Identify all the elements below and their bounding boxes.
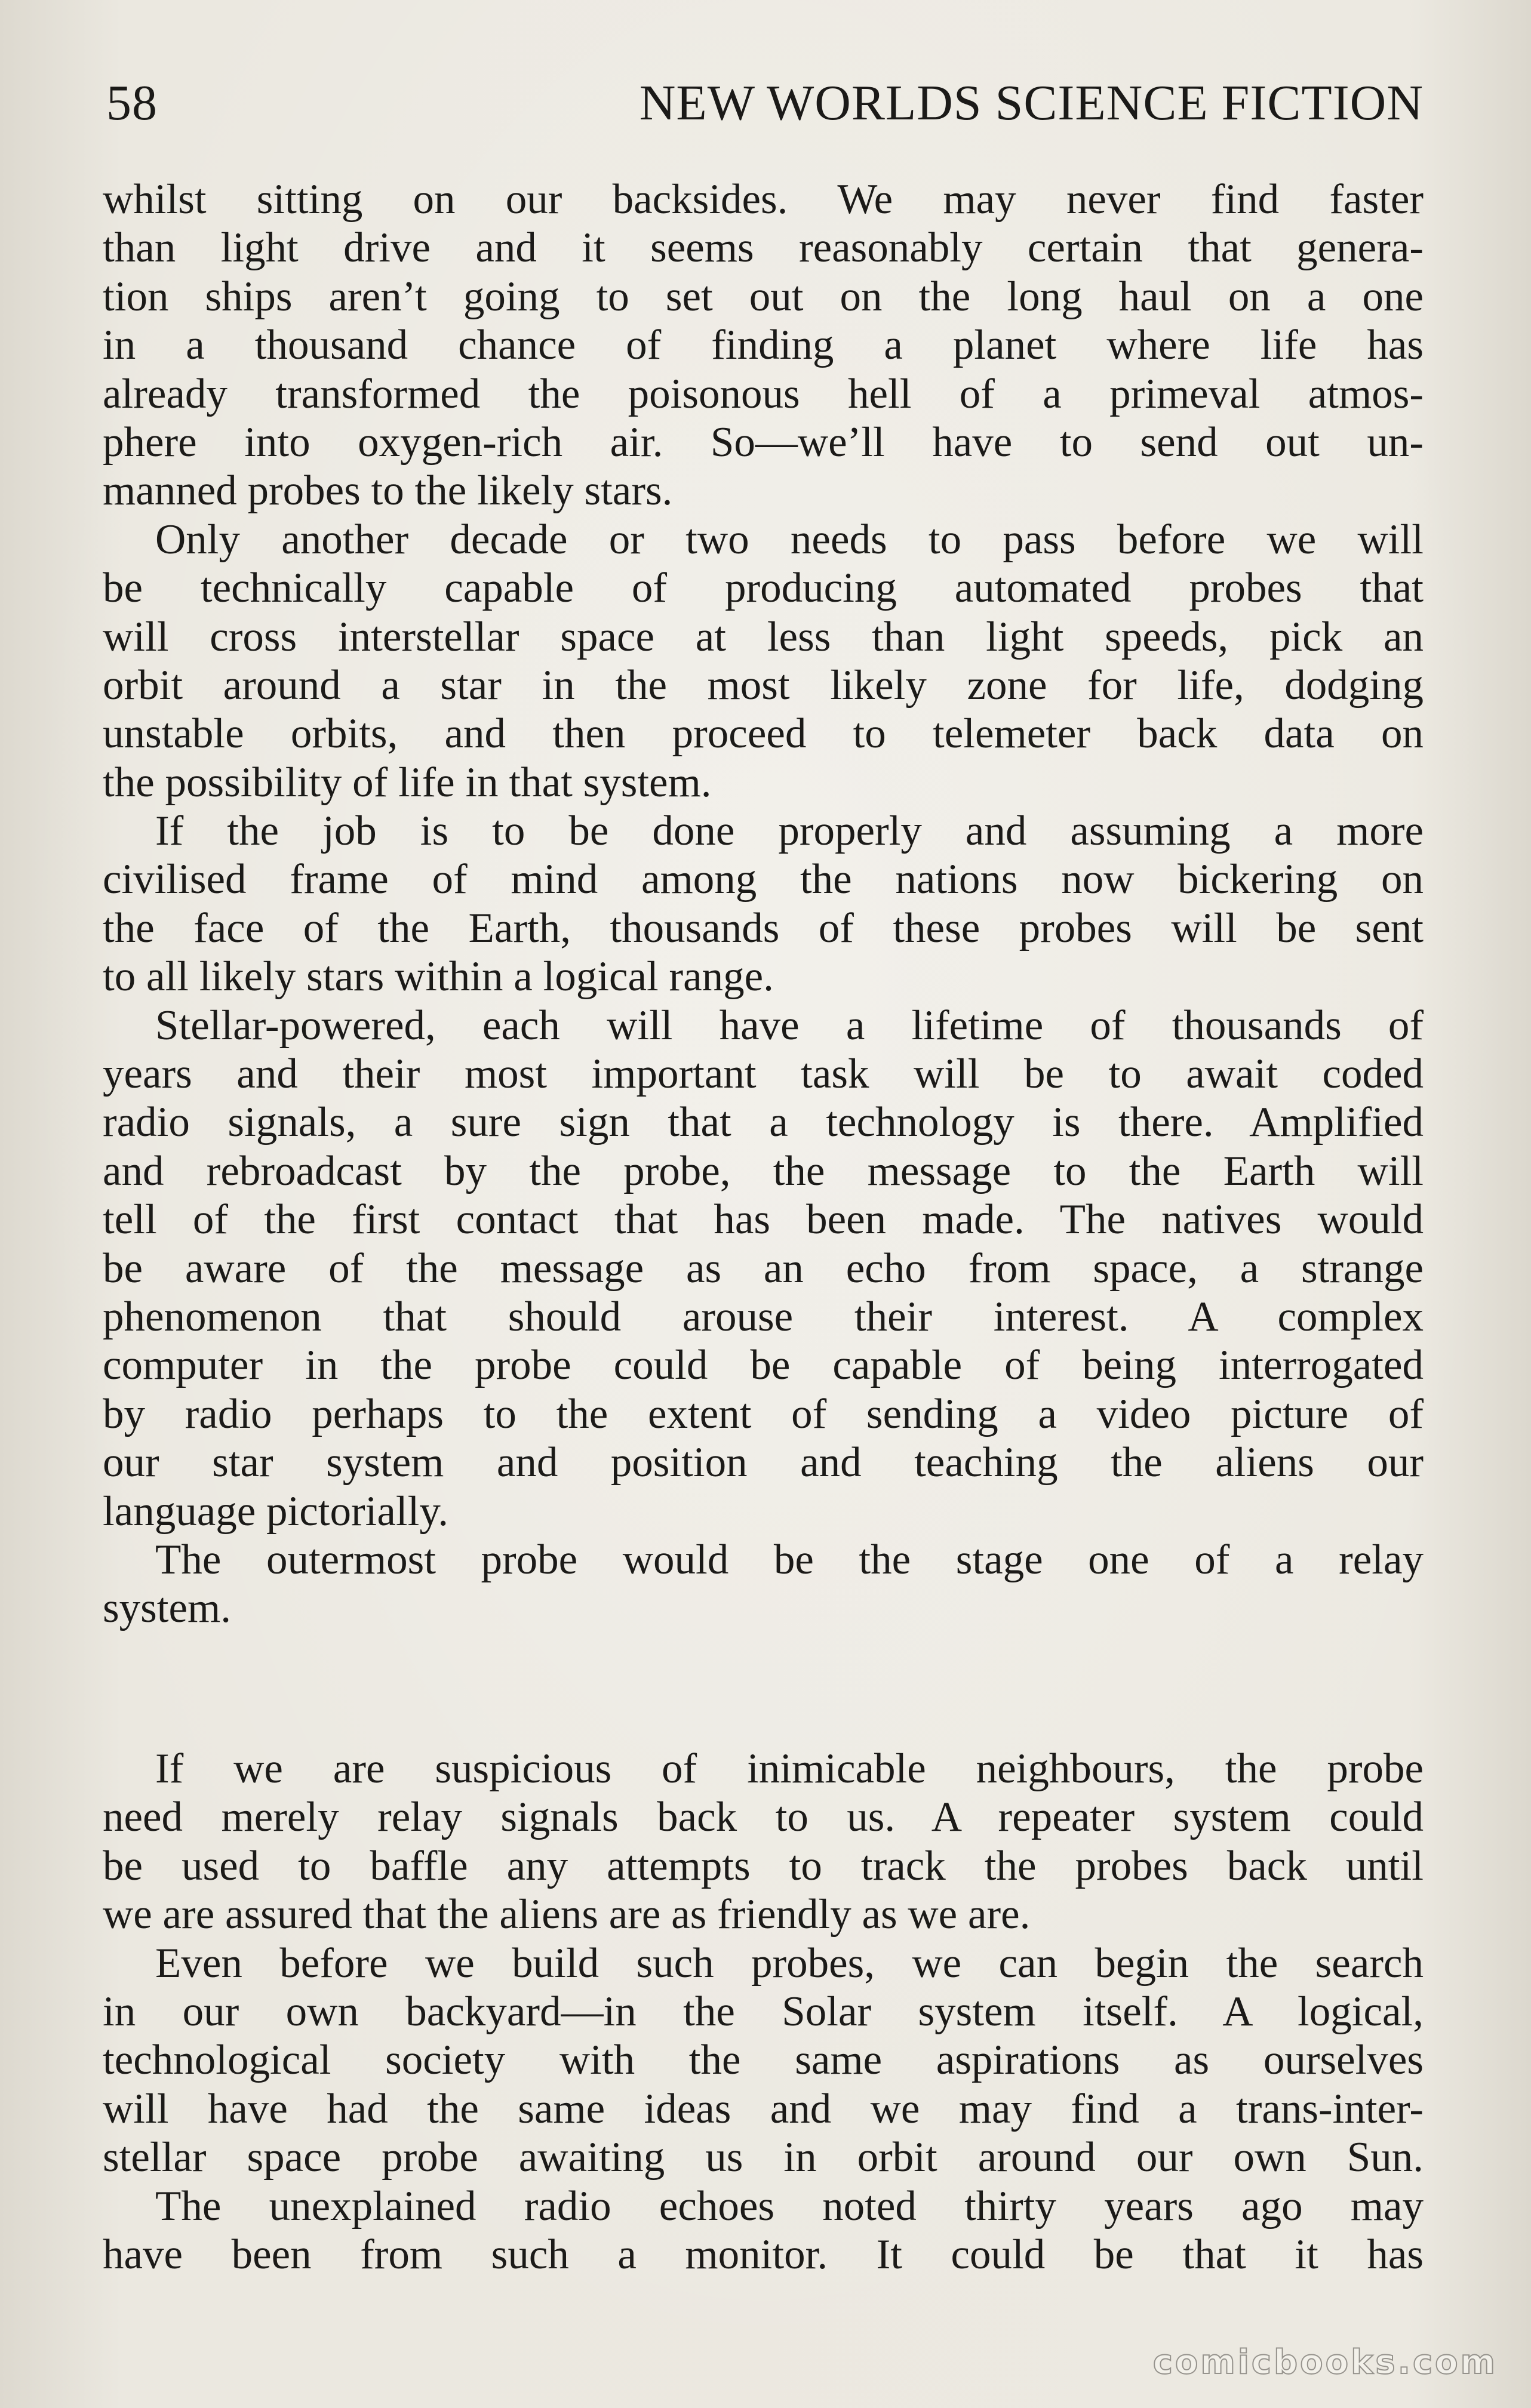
text-line: the possibility of life in that system. <box>103 759 712 806</box>
text-line: Only another decade or two needs to pass before we will <box>155 516 1424 563</box>
text-line: If we are suspicious of inimicable neighbours, the probe <box>155 1745 1424 1792</box>
text-line: orbit around a star in the most likely zone for life, dodging <box>103 661 1424 709</box>
text-line: tion ships aren’t going to set out on the long haul on a one <box>103 273 1424 320</box>
text-line: and rebroadcast by the probe, the message to the Earth will <box>103 1147 1424 1194</box>
text-line: language pictorially. <box>103 1488 448 1535</box>
text-line: have been from such a monitor. It could be that it has <box>103 2231 1424 2278</box>
text-line: The outermost probe would be the stage one of a relay <box>155 1536 1424 1583</box>
text-line: to all likely stars within a logical range. <box>103 953 774 1000</box>
text-line: computer in the probe could be capable of being interrogated <box>103 1342 1424 1389</box>
text-line: will cross interstellar space at less than light speeds, pick an <box>103 613 1424 660</box>
running-title: NEW WORLDS SCIENCE FICTION <box>639 75 1424 131</box>
text-line: tell of the first contact that has been made. The natives would <box>103 1196 1424 1243</box>
text-line: already transformed the poisonous hell of a primeval atmos- <box>103 370 1424 417</box>
page-number: 58 <box>106 75 158 131</box>
text-line: years and their most important task will be to await coded <box>103 1051 1424 1098</box>
text-line: be technically capable of producing automated probes that <box>103 565 1424 612</box>
text-line: the face of the Earth, thousands of these probes will be sent <box>103 904 1424 952</box>
text-line: by radio perhaps to the extent of sending a video picture of <box>103 1390 1424 1437</box>
text-line: will have had the same ideas and we may find a trans-inter- <box>103 2085 1424 2132</box>
page-header <box>106 70 1424 136</box>
article-text-upper <box>103 175 1424 1633</box>
text-line: system. <box>103 1585 231 1632</box>
text-line: our star system and position and teaching the aliens our <box>103 1439 1424 1486</box>
text-line: technological society with the same aspirations as ourselves <box>103 2037 1424 2084</box>
text-line: need merely relay signals back to us. A repeater system could <box>103 1794 1424 1841</box>
text-line: civilised frame of mind among the nations now bickering on <box>103 856 1424 903</box>
article-text-lower <box>103 1745 1424 2279</box>
text-line: stellar space probe awaiting us in orbit around our own Sun. <box>103 2134 1424 2181</box>
watermark-logo: comicbooks.com <box>1152 2343 1498 2382</box>
text-line: unstable orbits, and then proceed to telemeter back data on <box>103 710 1424 757</box>
text-line: be used to baffle any attempts to track the probes back until <box>103 1842 1424 1889</box>
text-line: Even before we build such probes, we can begin the search <box>155 1939 1424 1987</box>
text-line: manned probes to the likely stars. <box>103 467 673 515</box>
text-line: Stellar-powered, each will have a lifetime of thousands of <box>155 1002 1424 1049</box>
text-line: than light drive and it seems reasonably certain that genera- <box>103 224 1424 272</box>
text-line: phenomenon that should arouse their interest. A complex <box>103 1293 1424 1340</box>
text-line: radio signals, a sure sign that a technology is there. Amplified <box>103 1099 1424 1146</box>
text-line: be aware of the message as an echo from space, a strange <box>103 1245 1424 1292</box>
text-line: in a thousand chance of finding a planet where life has <box>103 322 1424 369</box>
text-line: in our own backyard—in the Solar system itself. A logical, <box>103 1988 1424 2035</box>
text-line: we are assured that the aliens are as friendly as we are. <box>103 1891 1031 1938</box>
text-line: The unexplained radio echoes noted thirty years ago may <box>155 2182 1424 2230</box>
text-line: whilst sitting on our backsides. We may never find faster <box>103 176 1424 223</box>
text-line: phere into oxygen-rich air. So—we’ll have to send out un- <box>103 418 1424 466</box>
text-line: If the job is to be done properly and assuming a more <box>155 808 1424 855</box>
